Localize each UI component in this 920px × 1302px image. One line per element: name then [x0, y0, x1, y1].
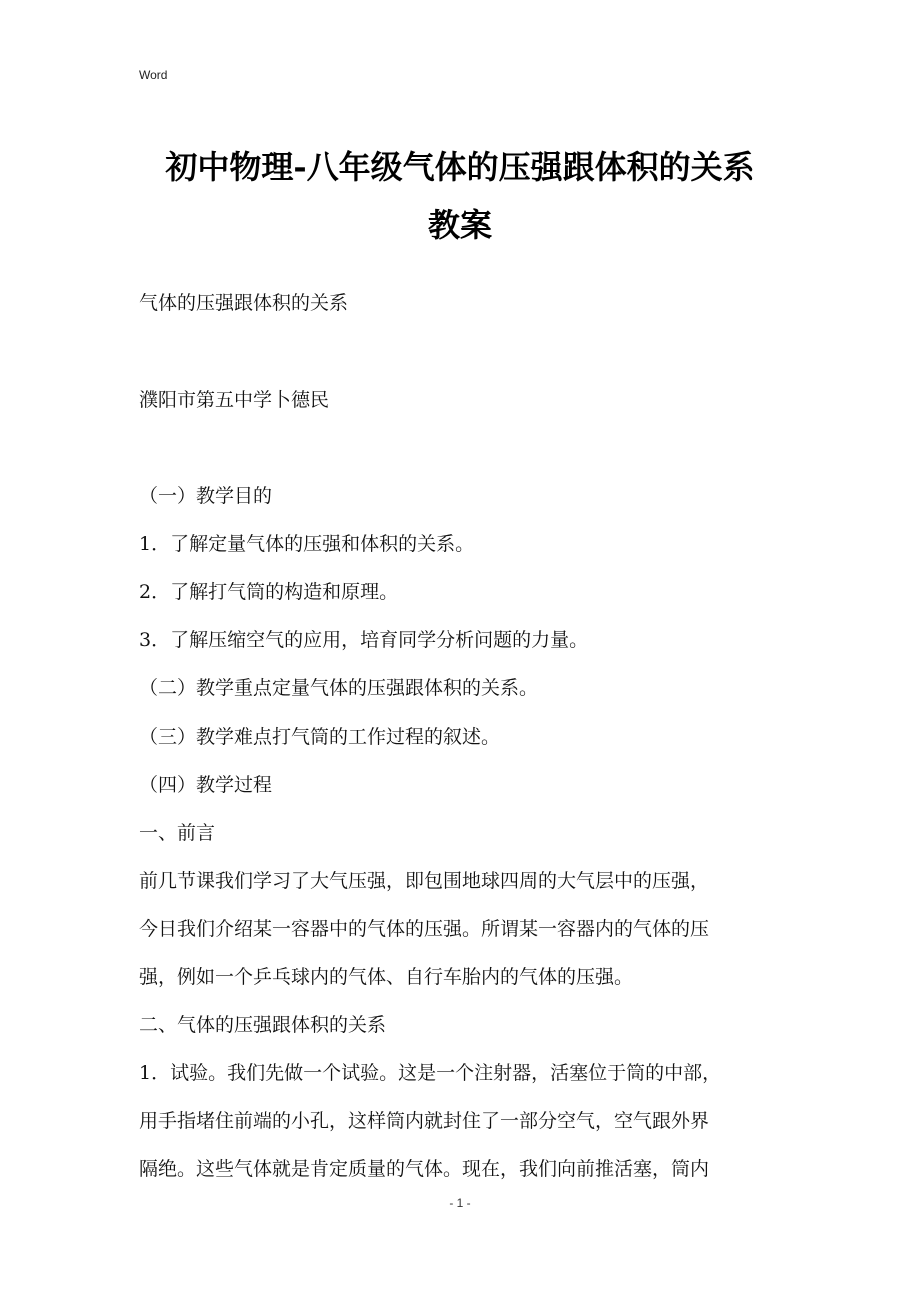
text-line: 1．了解定量气体的压强和体积的关系。: [139, 533, 475, 555]
paragraph-line: 隔绝。这些气体就是肯定质量的气体。现在，我们向前推活塞，筒内: [139, 1158, 710, 1180]
section-heading: （四）教学过程: [139, 774, 273, 796]
paragraph-line: 1．试验。我们先做一个试验。这是一个注射器，活塞位于筒的中部，: [139, 1062, 722, 1084]
document-title-line-1: 初中物理-八年级气体的压强跟体积的关系: [165, 148, 755, 186]
section-heading: （三）教学难点打气筒的工作过程的叙述。: [139, 726, 501, 748]
text-line: 3．了解压缩空气的应用，培育同学分析问题的力量。: [139, 629, 589, 651]
paragraph-line: 前几节课我们学习了大气压强，即包围地球四周的大气层中的压强，: [139, 870, 710, 892]
section-heading: （一）教学目的: [139, 485, 273, 507]
document-title-line-2: 教案: [427, 206, 492, 244]
paragraph-line: 用手指堵住前端的小孔，这样筒内就封住了一部分空气，空气跟外界: [139, 1110, 710, 1132]
text-line: 2．了解打气筒的构造和原理。: [139, 581, 399, 603]
subtitle-line: 气体的压强跟体积的关系: [139, 292, 349, 314]
section-heading: 一、前言: [139, 822, 216, 844]
section-heading: 二、气体的压强跟体积的关系: [139, 1014, 387, 1036]
paragraph-line: 今日我们介绍某一容器中的气体的压强。所谓某一容器内的气体的压: [139, 918, 710, 940]
section-heading: （二）教学重点定量气体的压强跟体积的关系。: [139, 677, 539, 699]
paragraph-line: 强，例如一个乒乓球内的气体、自行车胎内的气体的压强。: [139, 966, 634, 988]
author-line: 濮阳市第五中学卜德民: [139, 389, 330, 411]
header-label: Word: [139, 68, 168, 82]
page-number: - 1 -: [449, 1196, 471, 1210]
